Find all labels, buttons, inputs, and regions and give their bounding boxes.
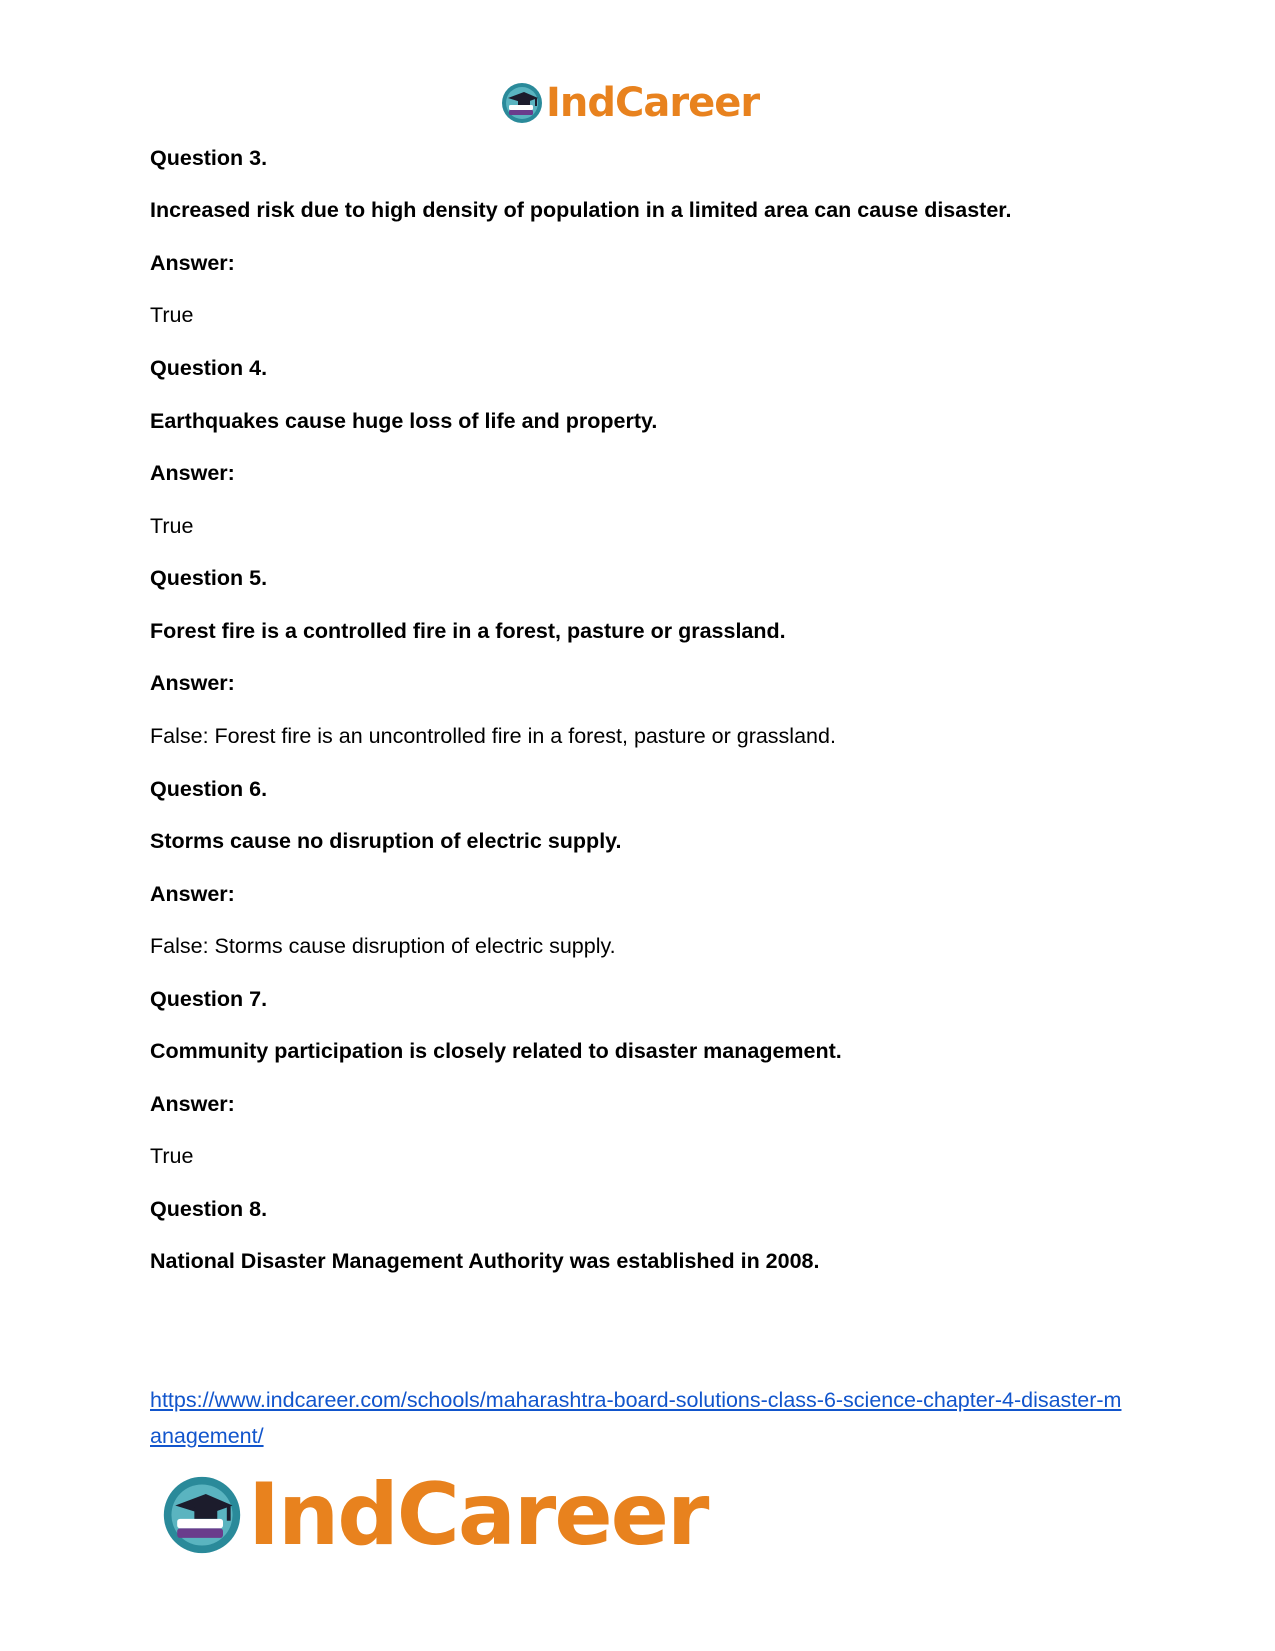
question-label: Question 4. [150,356,268,380]
graduation-cap-book-icon [160,1473,244,1557]
answer-text: True [150,514,194,538]
question-statement: Increased risk due to high density of population in a limited area can cause disaster. [150,198,1012,222]
answer-text: True [150,303,194,327]
footer-logo [160,1465,707,1565]
answer-text: True [150,1144,194,1168]
answer-label: Answer: [150,882,235,906]
question-statement: Forest fire is a controlled fire in a forest, pasture or grassland. [150,619,786,643]
source-link[interactable]: https://www.indcareer.com/schools/maharashtra-board-solutions-class-6-science-chapter-4-disaster-management/ [150,1388,1122,1448]
answer-label: Answer: [150,1092,235,1116]
question-statement: National Disaster Management Authority was established in 2008. [150,1249,820,1273]
question-label: Question 7. [150,987,268,1011]
answer-text: False: Storms cause disruption of electric supply. [150,934,616,958]
answer-label: Answer: [150,461,235,485]
brand-logo-text: IndCareer [248,1465,708,1565]
answer-label: Answer: [150,251,235,275]
question-statement: Earthquakes cause huge loss of life and property. [150,409,658,433]
question-statement: Storms cause no disruption of electric supply. [150,829,622,853]
question-label: Question 6. [150,777,268,801]
graduation-cap-book-icon [500,81,544,125]
answer-label: Answer: [150,671,235,695]
answer-text: False: Forest fire is an uncontrolled fire in a forest, pasture or grassland. [150,724,836,748]
header-logo [500,78,759,128]
question-statement: Community participation is closely related to disaster management. [150,1039,842,1063]
question-label: Question 8. [150,1197,268,1221]
question-label: Question 3. [150,146,268,170]
brand-logo-text: IndCareer [546,80,760,126]
question-label: Question 5. [150,566,268,590]
